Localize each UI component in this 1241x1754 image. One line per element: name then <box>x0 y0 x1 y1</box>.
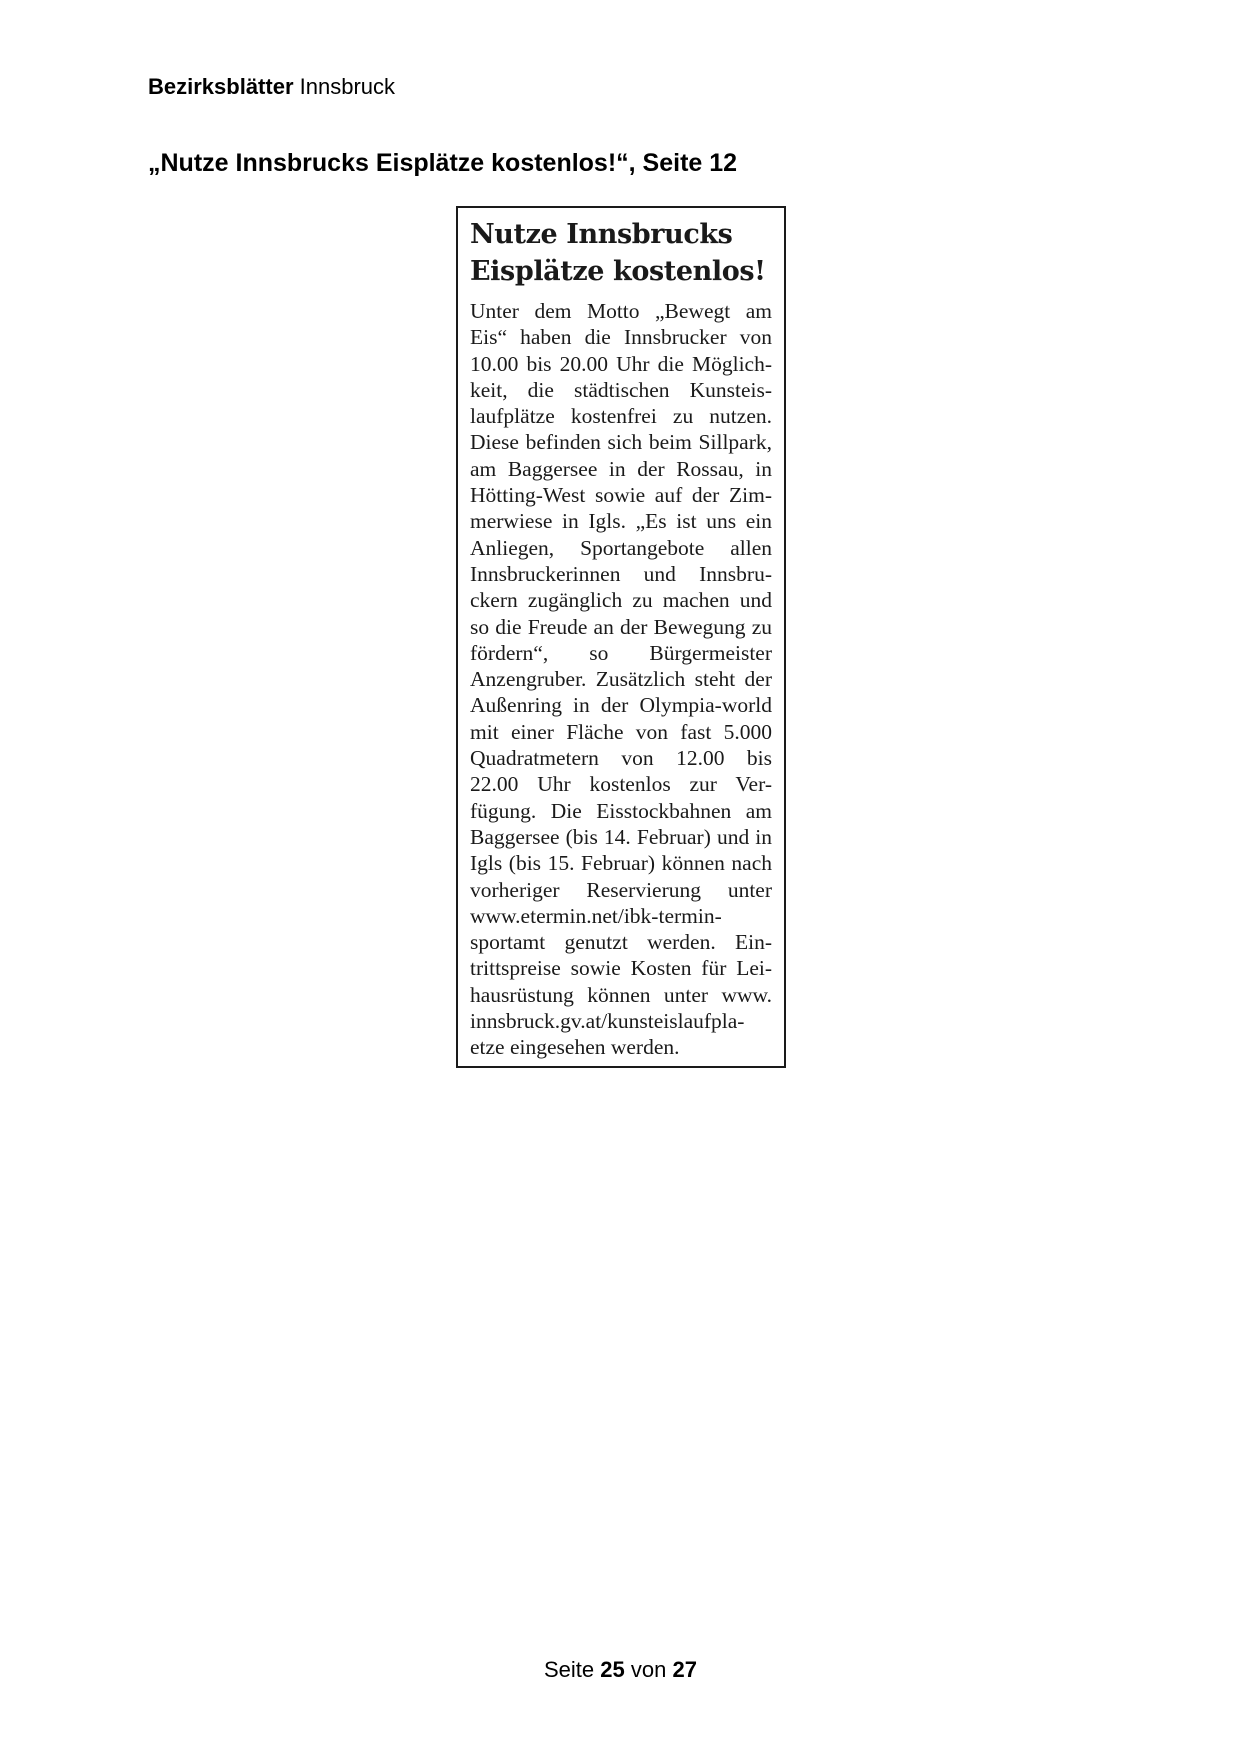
publication-header <box>148 74 395 100</box>
clipping-headline: Nutze Innsbrucks Eisplätze kostenlos! <box>470 219 766 287</box>
page-footer <box>0 1657 1241 1683</box>
of-label: von <box>630 1657 667 1682</box>
page-label: Seite <box>544 1657 595 1682</box>
document-title: „Nutze Innsbrucks Eisplätze kostenlos!“, Seite 12 <box>148 149 738 177</box>
publication-region: Innsbruck <box>299 74 396 99</box>
page-total: 27 <box>672 1657 697 1682</box>
publication-name: Bezirksblätter <box>148 74 294 99</box>
clipping-body: Unter dem Motto „Bewegt am Eis“ haben die Innsbrucker von 10.00 bis 20.00 Uhr die Möglich-keit, die städtischen Kunsteis-laufplätze kostenfrei zu nutzen. Diese befinden sich beim Sillpark, am Baggersee in der Rossau, in Hötting-West sowie auf der Zim-merwiese in Igls. „Es ist uns ein Anliegen, Sportangebote allen Innsbruckerinnen und Innsbru-ckern zugänglich zu machen und so die Freude an der Bewegung zu fördern“, so Bürgermeister Anzengruber. Zusätzlich steht der Außenring in der Olympia-world mit einer Fläche von fast 5.000 Quadratmetern von 12.00 bis 22.00 Uhr kostenlos zur Ver-fügung. Die Eisstockbahnen am Baggersee (bis 14. Februar) und in Igls (bis 15. Februar) können nach vorheriger Reservierung unter www.etermin.net/ibk-termin-sportamt genutzt werden. Ein-trittspreise sowie Kosten für Lei-hausrüstung können unter www. innsbruck.gv.at/kunsteislaufpla-etze eingesehen werden. <box>470 299 772 1060</box>
page-current: 25 <box>600 1657 625 1682</box>
newspaper-clipping <box>456 206 786 1068</box>
